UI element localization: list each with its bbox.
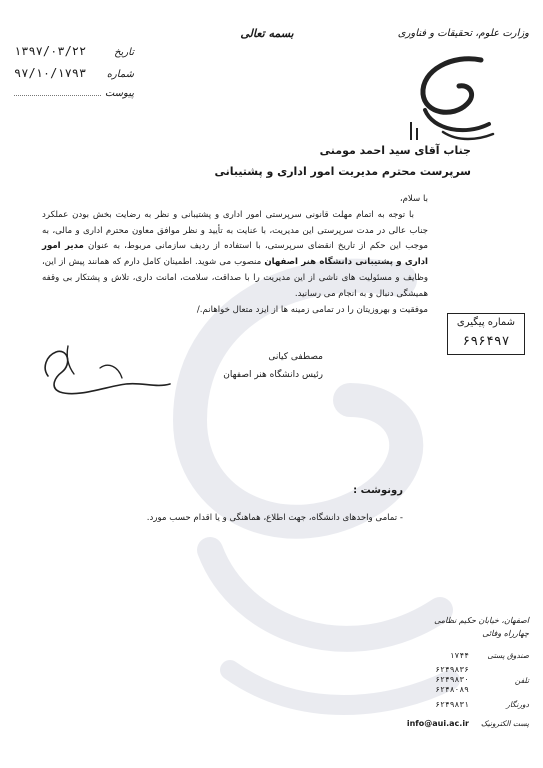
attachment-row — [14, 88, 134, 110]
email-value: info@aui.ac.ir — [406, 719, 469, 728]
letter-meta — [14, 44, 134, 110]
address-line-2: چهارراه وفائی — [482, 629, 529, 638]
ministry-name: وزارت علوم، تحقیقات و فناوری — [397, 28, 529, 39]
phone-row — [379, 665, 529, 695]
letter-body — [42, 192, 428, 318]
footer-address — [379, 614, 529, 640]
attachment-dots — [14, 95, 101, 96]
cc-recipients: - تمامی واحدهای دانشگاه، جهت اطلاع، هماهنگی و یا اقدام حسب مورد. — [146, 513, 403, 523]
attachment-label: پیوست — [104, 88, 134, 99]
addressee-title: سرپرست محترم مدیریت امور اداری و پشتیبانی — [214, 165, 471, 178]
footer-contact — [379, 614, 529, 729]
date-row — [14, 44, 134, 66]
email-row — [379, 718, 529, 729]
addressee-block — [171, 140, 471, 182]
number-value: ۹۷/۱۰/۱۷۹۳ — [14, 66, 87, 80]
greeting: با سلام، — [399, 194, 428, 204]
pobox-row — [379, 650, 529, 661]
fax-row — [379, 699, 529, 710]
tracking-box — [447, 313, 525, 355]
number-label: شماره — [106, 69, 134, 80]
signer-name: مصطفی کیانی — [268, 352, 323, 362]
phone-value-1: ۶۲۴۹۸۳۶ — [435, 665, 469, 674]
phone-label: تلفن — [514, 676, 529, 685]
fax-label: دورنگار — [506, 700, 529, 709]
body-paragraph — [42, 208, 428, 303]
number-row — [14, 66, 134, 88]
bismillah-heading: بسمه تعالی — [240, 27, 294, 40]
address-line-1: اصفهان، خیابان حکیم نظامی — [434, 616, 529, 625]
addressee-name: جناب آقای سید احمد مومنی — [319, 144, 471, 157]
body-text-a: با توجه به اتمام مهلت قانونی سرپرستی امور اداری و پشتیبانی و نظر به رضایت بخش بودن عملکرد جناب عالی در مدت سرپرستی این مدیریت، با عنایت به تأیید و نظر موافق معاون محترم اداری و مالی، به موجب این حکم از تاریخ انقضای سرپرستی، با استفاده از ردیف سازمانی مربوط، به عنوان — [42, 209, 428, 252]
fax-value: ۶۲۴۹۸۳۱ — [435, 700, 469, 709]
signer-title: رئیس دانشگاه هنر اصفهان — [223, 370, 323, 380]
tracking-label: شماره پیگیری — [456, 317, 516, 328]
pobox-label: صندوق پستی — [487, 651, 529, 660]
body-text-b: منصوب می شوید. اطمینان کامل دارم که همانند پیش از این، وظایف و مسئولیت های ناشی از این مدیریت را با صداقت، سلامت، امانت داری، تلاش و پشتکار بی وقفه همیشگی دنبال و به انجام می رسانید. — [42, 257, 428, 299]
closing-line: موفقیت و بهروزیتان را در تمامی زمینه ها از ایزد متعال خواهانم./ — [196, 304, 428, 315]
tracking-number: ۶۹۶۴۹۷ — [462, 334, 510, 349]
phone-value-3: ۶۲۴۸۰۸۹ — [435, 685, 469, 694]
phone-value-2: ۶۲۴۹۸۳۰ — [435, 675, 469, 684]
phone-values — [379, 665, 477, 695]
date-value: ۱۳۹۷/۰۳/۲۲ — [14, 44, 87, 58]
body-text-bold: مدیر امور اداری و پشتیبانی دانشگاه هنر اصفهان — [42, 241, 428, 268]
pobox-value: ۱۷۴۴ — [449, 651, 469, 660]
cc-heading: رونوشت : — [353, 485, 403, 496]
university-logo — [403, 52, 503, 147]
signer-block — [183, 348, 323, 384]
date-label: تاریخ — [114, 47, 134, 58]
email-label: پست الکترونیک — [480, 719, 529, 728]
signature-mark — [38, 338, 188, 398]
